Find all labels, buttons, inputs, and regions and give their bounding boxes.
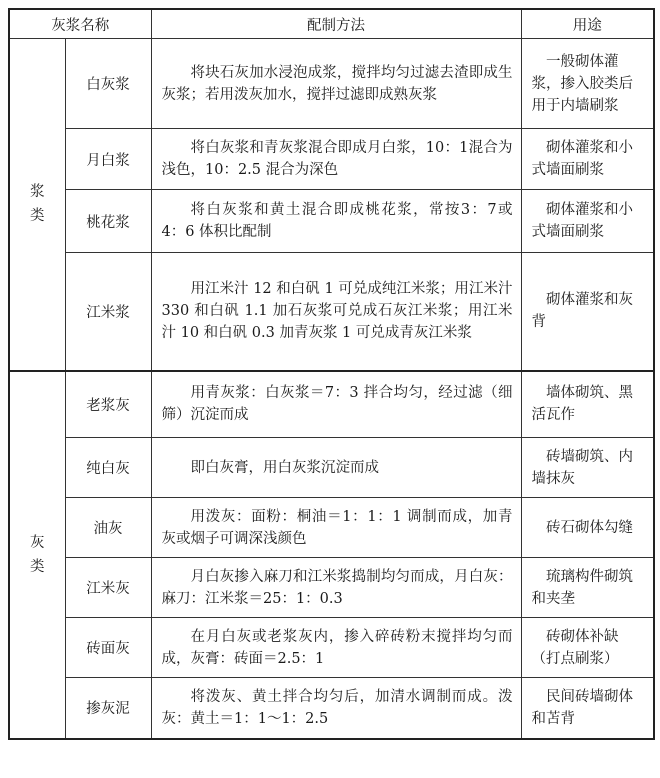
row-method: 在月白灰或老浆灰内，掺入碎砖粉末搅拌均匀而成，灰膏：砖面＝2.5：1 (151, 618, 521, 678)
row-name: 白灰浆 (65, 39, 151, 129)
row-use: 民间砖墙砌体和苫背 (521, 678, 654, 739)
table-row (9, 438, 654, 498)
row-method: 将白灰浆和黄土混合即成桃花浆，常按3：7或 4：6 体积比配制 (151, 190, 521, 253)
header-method: 配制方法 (151, 9, 521, 39)
row-name: 纯白灰 (65, 438, 151, 498)
table-row (9, 558, 654, 618)
row-name: 江米浆 (65, 253, 151, 371)
table-row (9, 371, 654, 438)
row-method: 用江米汁 12 和白矾 1 可兑成纯江米浆；用江米汁 330 和白矾 1.1 加石灰浆可兑成石灰江米浆；用江米汁 10 和白矾 0.3 加青灰浆 1 可兑成青灰江米浆 (151, 253, 521, 371)
row-use: 一般砌体灌浆，掺入胶类后用于内墙刷浆 (521, 39, 654, 129)
header-name: 灰浆名称 (9, 9, 151, 39)
row-use: 砖墙砌筑、内墙抹灰 (521, 438, 654, 498)
row-method: 将泼灰、黄土拌合均匀后，加清水调制而成。泼灰：黄土＝1：1～1：2.5 (151, 678, 521, 739)
row-method: 即白灰膏，用白灰浆沉淀而成 (151, 438, 521, 498)
header-row (9, 9, 654, 39)
table-row (9, 39, 654, 129)
row-method: 将块石灰加水浸泡成浆，搅拌均匀过滤去渣即成生灰浆；若用泼灰加水，搅拌过滤即成熟灰浆 (151, 39, 521, 129)
row-method: 月白灰掺入麻刀和江米浆捣制均匀而成，月白灰：麻刀：江米浆＝25：1：0.3 (151, 558, 521, 618)
row-name: 老浆灰 (65, 371, 151, 438)
row-name: 江米灰 (65, 558, 151, 618)
row-method: 用青灰浆：白灰浆＝7：3 拌合均匀，经过滤（细筛）沉淀而成 (151, 371, 521, 438)
row-name: 掺灰泥 (65, 678, 151, 739)
table-row (9, 253, 654, 371)
table-row (9, 498, 654, 558)
table-row (9, 618, 654, 678)
table-row (9, 678, 654, 739)
group-label-slurry: 浆 类 (9, 39, 65, 371)
row-use: 砖石砌体勾缝 (521, 498, 654, 558)
row-use: 砌体灌浆和灰背 (521, 253, 654, 371)
row-name: 桃花浆 (65, 190, 151, 253)
group-label-lime: 灰 类 (9, 371, 65, 739)
row-use: 墙体砌筑、黑活瓦作 (521, 371, 654, 438)
row-method: 用泼灰：面粉：桐油＝1：1：1 调制而成，加青灰或烟子可调深浅颜色 (151, 498, 521, 558)
row-use: 砌体灌浆和小式墙面刷浆 (521, 129, 654, 190)
header-use: 用途 (521, 9, 654, 39)
table-row (9, 129, 654, 190)
mortar-table (8, 8, 655, 740)
table-row (9, 190, 654, 253)
row-method: 将白灰浆和青灰浆混合即成月白浆，10：1混合为浅色，10：2.5 混合为深色 (151, 129, 521, 190)
row-name: 油灰 (65, 498, 151, 558)
row-name: 砖面灰 (65, 618, 151, 678)
row-use: 砖砌体补缺（打点刷浆） (521, 618, 654, 678)
row-use: 砌体灌浆和小式墙面刷浆 (521, 190, 654, 253)
row-name: 月白浆 (65, 129, 151, 190)
row-use: 琉璃构件砌筑和夹垄 (521, 558, 654, 618)
